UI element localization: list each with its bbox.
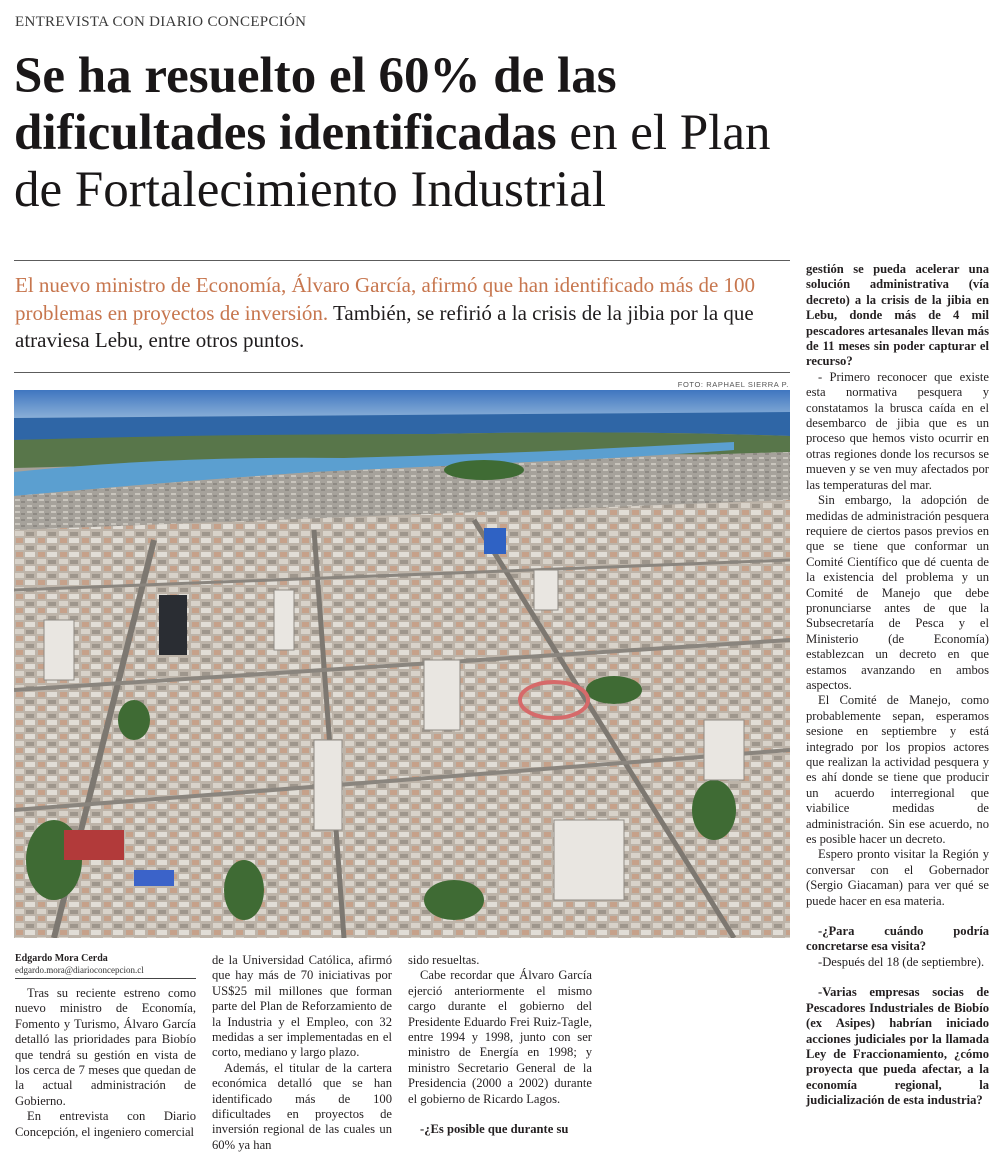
paragraph: Tras su reciente estreno como nuevo ministro de Economía, Fomento y Turismo, Álvaro García detalló las prioridades para Biobío que tendrá su gestión en vista de los cerca de 7 meses que quedan de la actual administración de Gobierno.	[15, 986, 196, 1108]
lead-accent: El nuevo ministro de Economía, Álvaro García, afirmó que han identificado más de 100 problemas en proyectos de inversión.	[15, 273, 756, 325]
headline-line3: de Fortalecimiento Industrial	[14, 162, 607, 218]
body-column-4	[806, 262, 989, 1109]
spacer	[806, 970, 989, 985]
spacer	[408, 1107, 592, 1122]
aerial-city-illustration	[14, 390, 790, 938]
question: -Varias empresas socias de Pescadores Industriales de Biobío (ex Asipes) habrían iniciado acciones judiciales por la llamada Ley de Fraccionamiento, ¿cómo proyecta que pueda afectar, a la economía regional, la judicialización de esta industria?	[806, 985, 989, 1108]
byline-underline	[15, 978, 196, 979]
spacer	[806, 909, 989, 924]
paragraph: -Después del 18 (de septiembre).	[818, 954, 985, 969]
paragraph: Espero pronto visitar la Región y conversar con el Gobernador (Sergio Giacaman) para ver qué se puede hacer en esa materia.	[806, 847, 989, 908]
headline-rule	[14, 260, 790, 261]
aerial-city-photo	[14, 390, 790, 938]
question: -¿Es posible que durante su	[420, 1122, 569, 1137]
lead-rule	[14, 372, 790, 373]
author-name: Edgardo Mora Cerda	[15, 953, 108, 964]
author-email[interactable]: edgardo.mora@diarioconcepcion.cl	[15, 965, 144, 975]
lead-paragraph	[15, 272, 787, 355]
headline-line1: Se ha resuelto el 60% de las	[14, 48, 617, 104]
paragraph: de la Universidad Católica, afirmó que hay más de 70 iniciativas por US$25 mil millones que forman parte del Plan de Reforzamiento de la Industria y el Empleo, con 32 medidas a ser implementadas en el corto, mediano y largo plazo.	[212, 953, 392, 1060]
paragraph: Cabe recordar que Álvaro García ejerció anteriormente el mismo cargo durante el gobierno del Presidente Eduardo Frei Ruiz-Tagle, entre 1994 y 1998, junto con ser ministro de Energía en 1998; y ministro Secretario General de la Presidencia (2000 a 2002) durante el gobierno de Ricardo Lagos.	[408, 968, 592, 1106]
paragraph: sido resueltas.	[408, 953, 480, 967]
body-column-2	[212, 953, 392, 1153]
question: -¿Para cuándo podría concretarse esa visita?	[806, 924, 989, 954]
section-kicker: ENTREVISTA CON DIARIO CONCEPCIÓN	[15, 14, 307, 30]
lead-rest: También, se refirió a la crisis de la jibia por la que atraviesa Lebu, entre otros puntos.	[15, 300, 754, 352]
paragraph: El Comité de Manejo, como probablemente sepan, esperamos sesione en septiembre y está integrado por los propios actores que realizan la actividad pesquera y es ahí donde se tiene que producir un acuerdo interregional que viabilice medidas de administración. Sin ese acuerdo, no es posible hacer un decreto.	[806, 693, 989, 847]
headline-line2-light: en el Plan	[556, 105, 771, 161]
paragraph: En entrevista con Diario Concepción, el ingeniero comercial	[15, 1109, 196, 1139]
byline	[15, 953, 196, 979]
headline-line2-bold: dificultades identificadas	[14, 105, 557, 161]
body-column-1	[15, 986, 196, 1140]
body-column-3	[408, 953, 592, 1137]
question: gestión se pueda acelerar una solución administrativa (vía decreto) a la crisis de la jibia en Lebu, donde más de 4 mil pescadores artesanales llevan más de 11 meses sin poder capturar el recurso?	[806, 262, 989, 369]
headline	[14, 48, 989, 219]
paragraph: - Primero reconocer que existe esta normativa pesquera y constatamos la brusca caída en el desembarco de jibia que es un proceso que hemos visto ocurrir en otras regiones donde los recursos se mueven y se ven muy afectados por las temperaturas del mar.	[806, 369, 989, 492]
paragraph: Sin embargo, la adopción de medidas de administración pesquera requiere de ciertos pasos previos en que se tiene que conformar un Comité Científico que dé cuenta de la existencia del problema y un Comité de Manejo que debe pronunciarse antes de que la Subsecretaría de Pesca y el Ministerio (de Economía) establezcan un decreto en que estamos avanzando en ambos aspectos.	[806, 493, 989, 692]
photo-credit: FOTO: RAPHAEL SIERRA P.	[677, 380, 789, 389]
paragraph: Además, el titular de la cartera económica detalló que se han identificado más de 100 dificultades en proyectos de inversión regional de las cuales un 60% ya han	[212, 1060, 392, 1152]
